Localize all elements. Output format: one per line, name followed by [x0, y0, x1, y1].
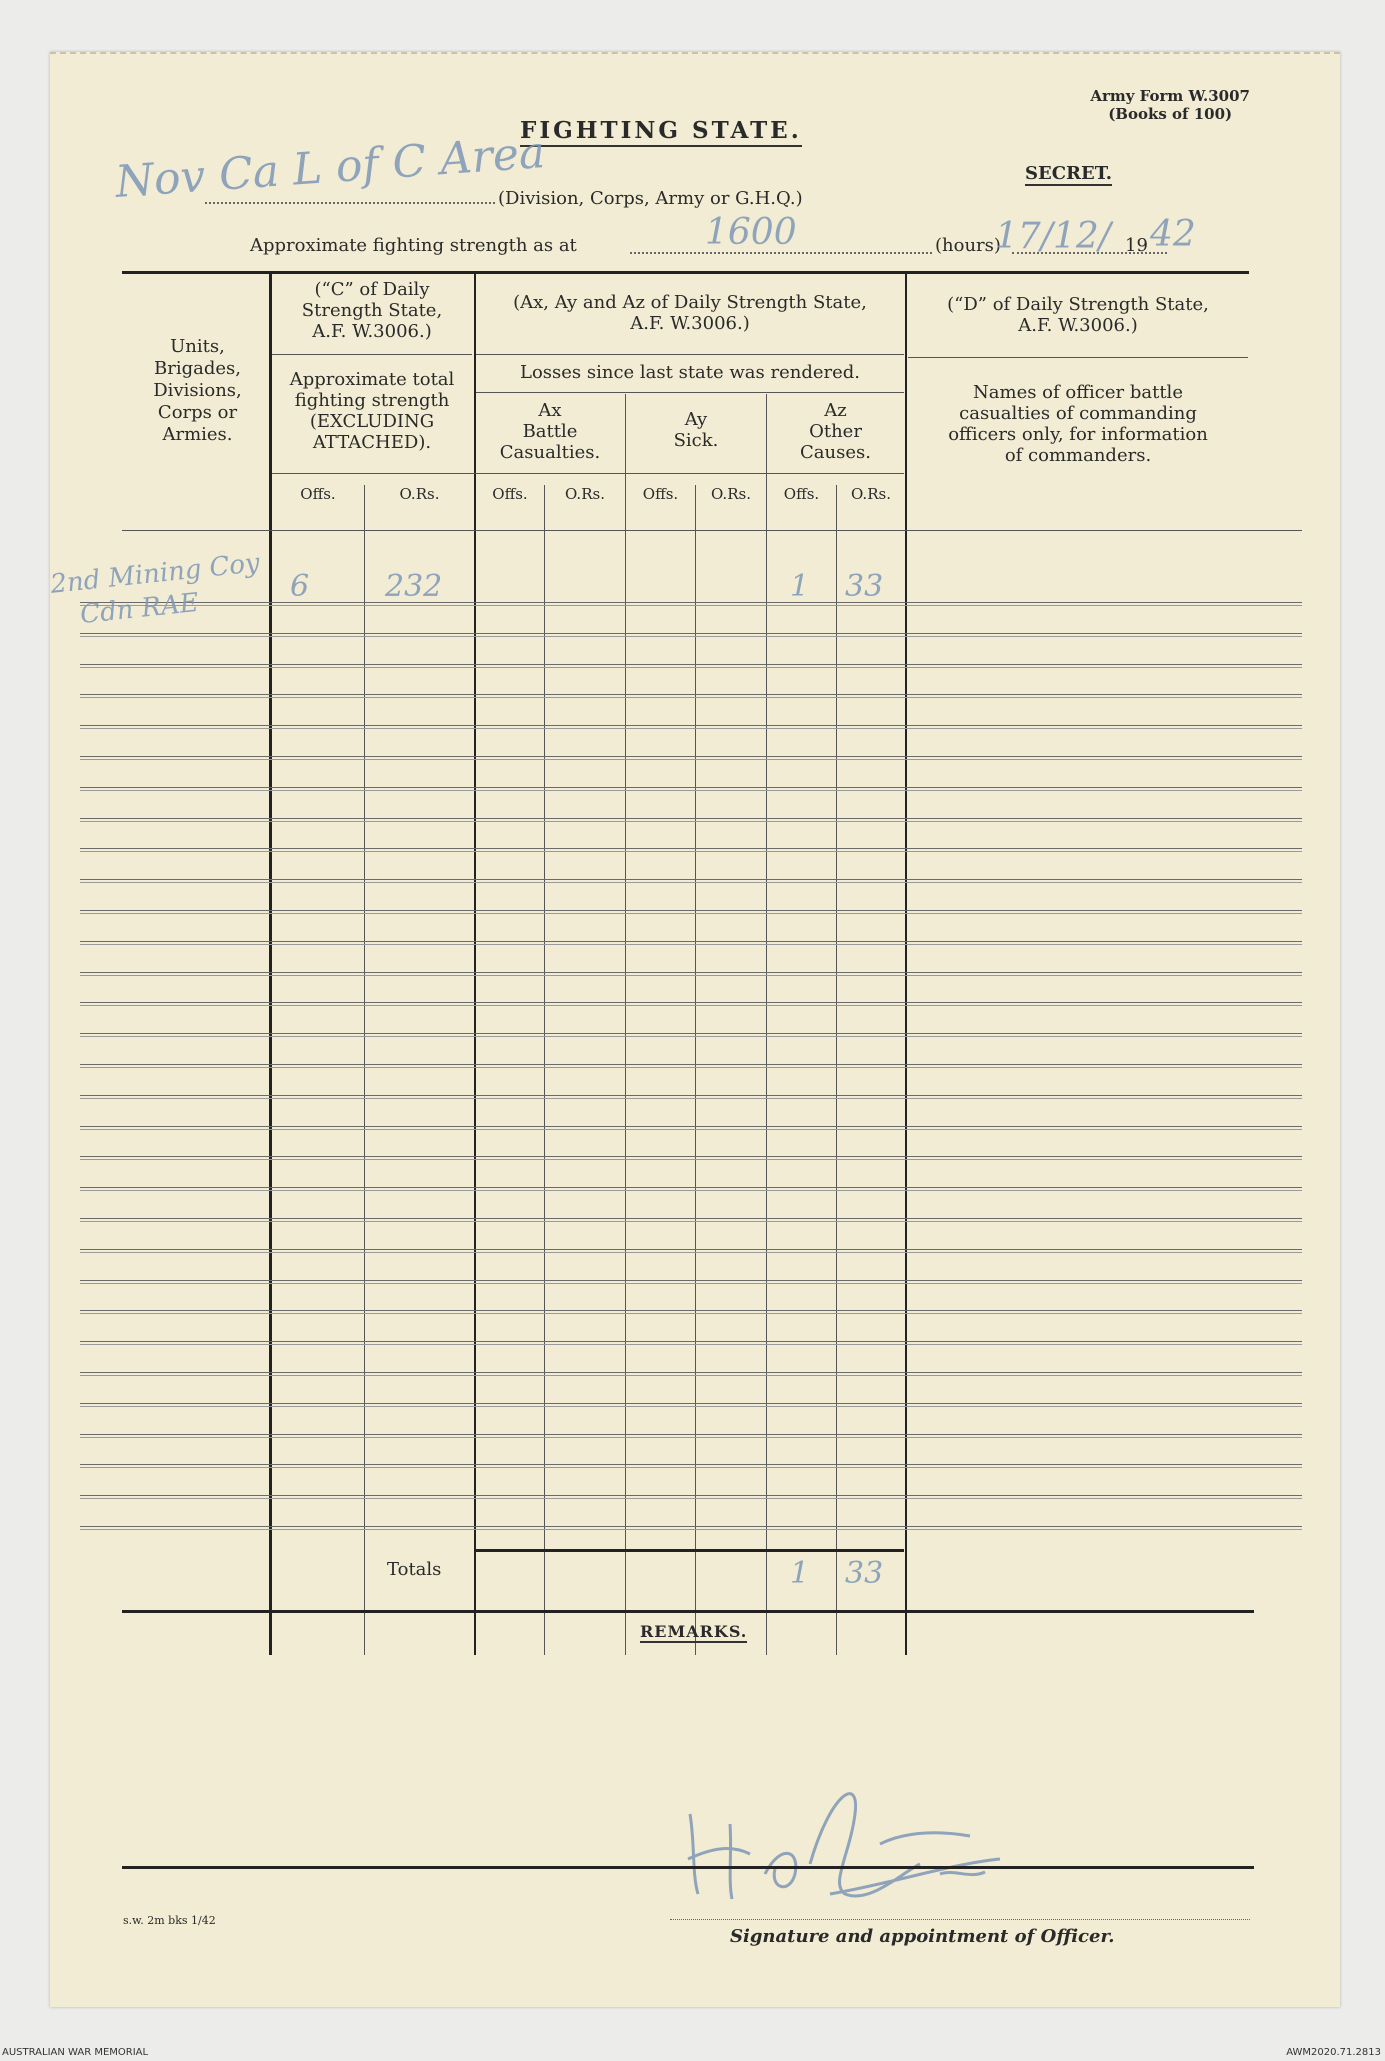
- axyz-daily-header: (Ax, Ay and Az of Daily Strength State, A.F. W.3006.): [513, 292, 867, 334]
- table-row-line: [80, 602, 1302, 603]
- table-row-line: [80, 848, 1302, 849]
- footer-right: AWM2020.71.2813: [1286, 2047, 1381, 2058]
- table-row-line: [80, 1467, 1302, 1468]
- table-row-line: [80, 818, 1302, 819]
- handwritten-row1-az-offs: 1: [790, 569, 810, 604]
- table-row-line: [80, 913, 1302, 914]
- table-row-line: [80, 1067, 1302, 1068]
- table-row-line: [80, 1495, 1302, 1496]
- table-row-line: [80, 944, 1302, 945]
- az-header: Az Other Causes.: [800, 400, 871, 463]
- col-divider-az: [836, 485, 837, 1655]
- table-row-line: [80, 1095, 1302, 1096]
- table-row-line: [80, 1498, 1302, 1499]
- table-row-line: [80, 1310, 1302, 1311]
- form-sheet: [50, 52, 1340, 2007]
- footer-left: AUSTRALIAN WAR MEMORIAL: [2, 2047, 149, 2058]
- col-divider-c: [364, 485, 365, 1655]
- c-ors-header: O.Rs.: [399, 485, 440, 503]
- books-count: (Books of 100): [1108, 105, 1233, 123]
- subheader-rule: [272, 473, 904, 474]
- c-header-rule: [272, 354, 472, 355]
- totals-label: Totals: [387, 1559, 442, 1580]
- table-row-line: [80, 1002, 1302, 1003]
- handwritten-row1-unit-2: Cdn RAE: [78, 587, 201, 631]
- table-row-line: [80, 787, 1302, 788]
- handwritten-unit-area: Nov Ca L of C Area: [113, 127, 547, 208]
- ax-ors-header: O.Rs.: [565, 485, 605, 503]
- d-daily-header: (“D” of Daily Strength State, A.F. W.3006.): [947, 294, 1209, 336]
- table-row-line: [80, 910, 1302, 911]
- table-row-line: [80, 756, 1302, 757]
- col-divider-ax: [544, 485, 545, 1655]
- table-row-line: [80, 1526, 1302, 1527]
- c-daily-header: (“C” of Daily Strength State, A.F. W.3006.): [301, 279, 443, 342]
- table-row-line: [80, 975, 1302, 976]
- table-row-line: [80, 1437, 1302, 1438]
- table-row-line: [80, 1283, 1302, 1284]
- units-header: Units, Brigades, Divisions, Corps or Armies.: [153, 336, 242, 445]
- table-row-line: [80, 1190, 1302, 1191]
- table-row-line: [80, 1464, 1302, 1465]
- table-row-line: [80, 1129, 1302, 1130]
- ax-offs-header: Offs.: [492, 485, 528, 503]
- totals-rule: [474, 1549, 904, 1552]
- division-label: (Division, Corps, Army or G.H.Q.): [498, 188, 803, 209]
- table-row-line: [80, 1280, 1302, 1281]
- table-row-line: [80, 851, 1302, 852]
- table-row-line: [80, 1098, 1302, 1099]
- table-row-line: [80, 1126, 1302, 1127]
- handwritten-total-az-offs: 1: [790, 1556, 810, 1591]
- col-divider-d: [905, 272, 907, 1655]
- form-number: Army Form W.3007: [1090, 87, 1250, 105]
- signature-caption: Signature and appointment of Officer.: [730, 1926, 1115, 1947]
- axyz-header-rule: [476, 354, 904, 355]
- handwritten-row1-unit: 2nd Mining Coy: [49, 548, 262, 600]
- table-row-line: [80, 1529, 1302, 1530]
- table-row-line: [80, 725, 1302, 726]
- table-row-line: [80, 1249, 1302, 1250]
- table-row-line: [80, 879, 1302, 880]
- remarks-label: REMARKS.: [640, 1622, 748, 1641]
- losses-rule: [476, 392, 904, 393]
- table-row-line: [80, 941, 1302, 942]
- table-row-line: [80, 1375, 1302, 1376]
- handwritten-time: 1600: [705, 212, 797, 253]
- remarks-bottom-rule: [122, 1866, 1254, 1869]
- table-row-line: [80, 694, 1302, 695]
- col-divider-c-end: [474, 272, 476, 1655]
- table-row-line: [80, 790, 1302, 791]
- secret-label: SECRET.: [1025, 163, 1113, 184]
- form-title: FIGHTING STATE.: [520, 117, 802, 147]
- handwritten-total-az-ors: 33: [845, 1556, 884, 1591]
- form-number-block: [1090, 87, 1250, 123]
- table-row-line: [80, 605, 1302, 606]
- handwritten-row1-c-ors: 232: [385, 569, 443, 604]
- ay-header: Ay Sick.: [673, 409, 719, 451]
- table-row-line: [80, 1372, 1302, 1373]
- table-row-line: [80, 1159, 1302, 1160]
- az-ors-header: O.Rs.: [851, 485, 891, 503]
- col-divider-ay: [695, 485, 696, 1655]
- handwritten-row1-c-offs: 6: [290, 569, 310, 604]
- col-divider-ax-end: [625, 394, 626, 1655]
- table-top-rule: [122, 271, 1249, 274]
- table-row-line: [80, 1341, 1302, 1342]
- table-row-line: [80, 633, 1302, 634]
- table-row-line: [80, 1064, 1302, 1065]
- year-prefix: 19: [1125, 235, 1148, 256]
- table-row-line: [80, 1403, 1302, 1404]
- table-row-line: [80, 667, 1302, 668]
- table-row-line: [80, 1156, 1302, 1157]
- table-row-line: [80, 1406, 1302, 1407]
- hours-label: (hours): [935, 235, 1001, 256]
- c-approx-header: Approximate total fighting strength (EXCLUDING ATTACHED).: [289, 369, 455, 453]
- table-row-line: [80, 1344, 1302, 1345]
- table-row-line: [80, 821, 1302, 822]
- table-row-line: [80, 1221, 1302, 1222]
- d-header-rule: [908, 357, 1248, 358]
- handwritten-date: 17/12/: [995, 216, 1111, 257]
- signature-dotted-line: [670, 1919, 1250, 1920]
- table-row-line: [80, 697, 1302, 698]
- division-dotted-line: [205, 202, 495, 204]
- table-row-line: [80, 1036, 1302, 1037]
- signature-scribble: [670, 1754, 1090, 1914]
- print-code: s.w. 2m bks 1/42: [123, 1914, 216, 1927]
- table-row-line: [80, 1187, 1302, 1188]
- az-offs-header: Offs.: [783, 485, 820, 503]
- ay-ors-header: O.Rs.: [711, 485, 751, 503]
- table-row-line: [80, 759, 1302, 760]
- strength-label: Approximate fighting strength as at: [250, 235, 577, 256]
- col-divider-ay-end: [766, 394, 767, 1655]
- ax-header: Ax Battle Casualties.: [499, 400, 601, 463]
- table-row-line: [80, 882, 1302, 883]
- table-row-line: [80, 636, 1302, 637]
- handwritten-row1-az-ors: 33: [845, 569, 884, 604]
- table-row-line: [80, 1313, 1302, 1314]
- table-row-line: [80, 1033, 1302, 1034]
- losses-header: Losses since last state was rendered.: [519, 362, 861, 383]
- table-row-line: [80, 1005, 1302, 1006]
- table-row-line: [80, 664, 1302, 665]
- table-row-line: [80, 1252, 1302, 1253]
- handwritten-year: 42: [1150, 214, 1196, 255]
- table-row-line: [80, 728, 1302, 729]
- table-row-line: [80, 972, 1302, 973]
- c-offs-header: Offs.: [300, 485, 336, 503]
- table-row-line: [80, 1434, 1302, 1435]
- table-row-line: [80, 1218, 1302, 1219]
- header-bottom-rule: [122, 530, 1302, 531]
- ay-offs-header: Offs.: [642, 485, 679, 503]
- col-divider-units: [269, 272, 272, 1655]
- d-names-header: Names of officer battle casualties of commanding officers only, for information of commanders.: [948, 382, 1208, 466]
- table-bottom-rule: [122, 1610, 1254, 1613]
